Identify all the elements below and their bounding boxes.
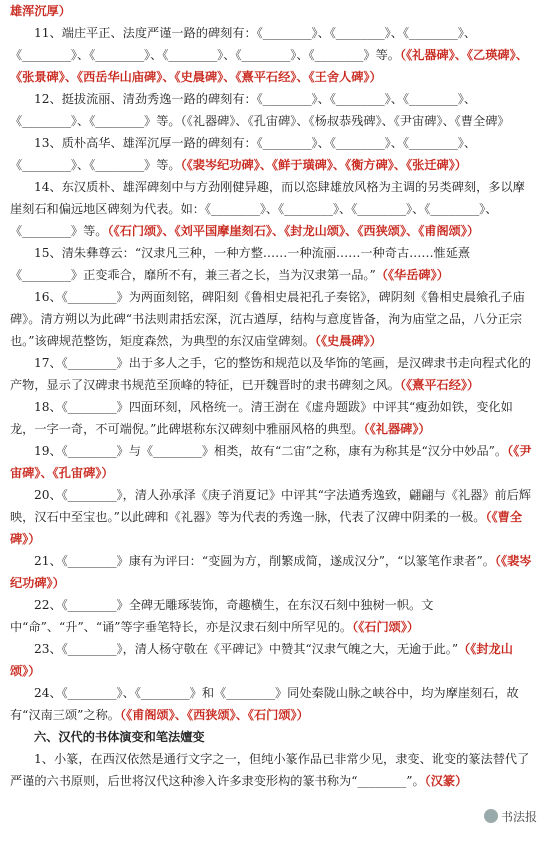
section-title: 六、汉代的书体演变和笔法嬗变 xyxy=(34,730,205,744)
question-22: 22、《________》全碑无雕琢装饰，奇趣横生，在东汉石刻中独树一帜。文中“命”、“升”、“诵”等字垂笔特长，亦是汉隶石刻中所罕见的。（《石门颂》） xyxy=(10,598,434,634)
question-section6-1: 1、小篆，在西汉依然是通行文字之一，但纯小篆作品已非常少见，隶变、讹变的篆法替代了严谨的六书原则，后世将汉代这种渗入许多隶变形构的篆书称为“________”。（汉篆） xyxy=(10,752,530,788)
question-21: 21、《________》康有为评曰：“变圆为方，削繁成简，遂成汉分”，“以篆笔作隶者”。（《裴岑纪功碑》） xyxy=(10,554,532,590)
question-20: 20、《________》，清人孙承泽《庚子消夏记》中评其“字法遒秀逸致，翩翩与《礼器》前后辉映，汉石中至宝也。”以此碑和《礼器》等为代表的秀逸一脉，代表了汉碑中阴柔的一极。（《曹全碑》） xyxy=(10,488,532,546)
question-24: 24、《________》、《________》和《________》同处秦陇山脉之峡谷中，均为摩崖刻石，故有“汉南三颂”之称。（《甫阁颂》、《西狭颂》、《石门颂》） xyxy=(10,686,519,722)
watermark: 书法报 xyxy=(484,806,537,828)
question-14: 14、东汉质朴、雄浑碑刻中与方劲刚健异趣，而以恣肆雄放风格为主调的另类碑刻，多以摩崖刻石和偏远地区碑刻为代表。如：《________》、《________》、《________》、《________》、《________》等。（《石门颂》、《刘平国摩崖刻石》、《封龙山颂》、《西狭颂》、《甫阁颂》） xyxy=(10,180,525,238)
question-12: 12、挺拔流丽、清劲秀逸一路的碑刻有：《________》、《________》、《________》、《________》、《________》等。（《礼器碑》、《孔宙碑》、《杨叔恭残碑》、《尹宙碑》、《曹全碑》 xyxy=(10,92,510,128)
question-11: 11、端庄平正、法度严谨一路的碑刻有：《________》、《________》、《________》、《________》、《________》、《________》、《________》、《________》等。（《礼器碑》、《乙瑛碑》、《张景碑》、《西岳华山庙碑》、《史晨碑》、《熹平石经》、《王舍人碑》） xyxy=(10,26,528,84)
question-16: 16、《________》为两面刻铭，碑阳刻《鲁相史晨祀孔子奏铭》，碑阴刻《鲁相史晨飨孔子庙碑》。清方朔以为此碑“书法则肃括宏深，沉古遒厚，结构与意度皆备，洵为庙堂之品，八分正宗也。”该碑规范整饬，矩度森然，为典型的东汉庙堂碑刻。（《史晨碑》） xyxy=(10,290,525,348)
question-13: 13、质朴高华、雄浑沉厚一路的碑刻有：《________》、《________》、《________》、《________》、《________》等。（《裴岑纪功碑》、《鲜于璜碑》、《衡方碑》、《张迁碑》） xyxy=(10,136,477,172)
question-list xyxy=(10,22,535,726)
question-15: 15、清朱彝尊云：“汉隶凡三种，一种方整……一种流丽……一种奇古……惟延熹《________》正变乖合，靡所不有，兼三者之长，当为汉隶第一品。”（《华岳碑》） xyxy=(10,246,471,282)
question-18: 18、《________》四面环刻，风格统一。清王澍在《虚舟题跋》中评其“瘦劲如铁，变化如龙，一字一奇，不可端倪。”此碑堪称东汉碑刻中雅丽风格的典型。（《礼器碑》） xyxy=(10,400,513,436)
top-answer: 雄浑沉厚） xyxy=(10,4,71,18)
question-19: 19、《________》与《________》相类，故有“二宙”之称，康有为称其是“汉分中妙品”。（《尹宙碑》、《孔宙碑》） xyxy=(10,444,532,480)
wechat-logo-icon xyxy=(484,809,498,823)
question-23: 23、《________》，清人杨守敬在《平碑记》中赞其“汉隶气魄之大，无逾于此。”（《封龙山颂》） xyxy=(10,642,513,678)
question-17: 17、《________》出于多人之手，它的整饬和规范以及华饰的笔画，是汉碑隶书走向程式化的产物，显示了汉碑隶书规范至顶峰的特征，已开魏晋时的隶书碑刻之风。（《熹平石经》） xyxy=(10,356,531,392)
